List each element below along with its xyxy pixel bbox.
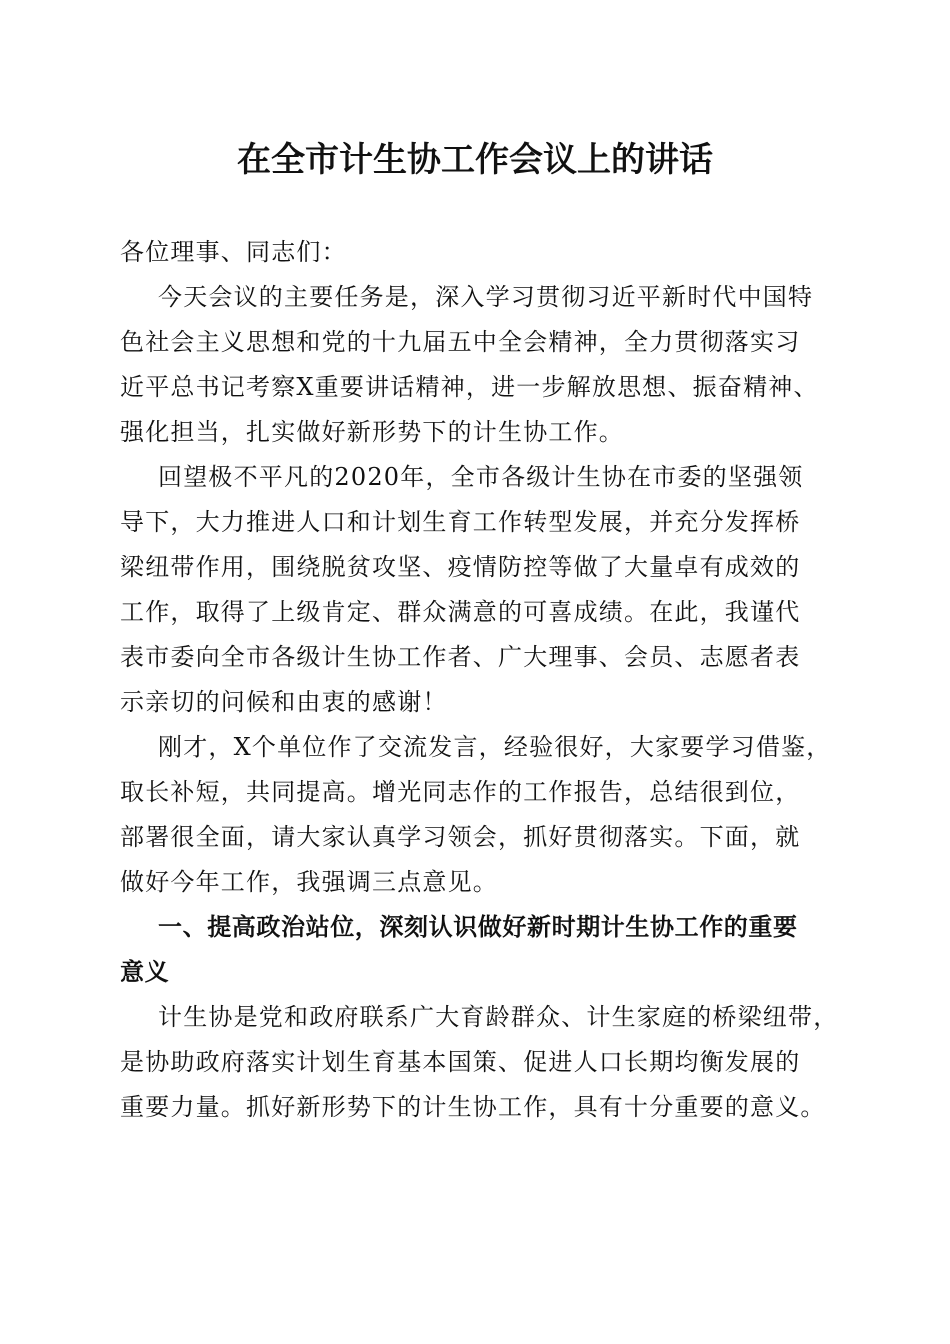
paragraph-line: 导下，大力推进人口和计划生育工作转型发展，并充分发挥桥 xyxy=(120,508,801,536)
paragraph-line: 表市委向全市各级计生协工作者、广大理事、会员、志愿者表 xyxy=(120,643,801,671)
paragraph-line: 色社会主义思想和党的十九届五中全会精神，全力贯彻落实习 xyxy=(120,328,801,356)
paragraph-line: 今天会议的主要任务是，深入学习贯彻习近平新时代中国特 xyxy=(158,283,814,311)
paragraph-remarks xyxy=(120,725,842,905)
paragraph-opening xyxy=(120,275,842,455)
paragraph-line: 强化担当，扎实做好新形势下的计生协工作。 xyxy=(120,418,624,446)
paragraph-line: 工作，取得了上级肯定、群众满意的可喜成绩。在此，我谨代 xyxy=(120,598,801,626)
document-body xyxy=(120,230,842,1130)
section-heading-line: 一、提高政治站位，深刻认识做好新时期计生协工作的重要 xyxy=(158,913,798,941)
section-heading-line: 意义 xyxy=(120,958,170,986)
paragraph-line: 近平总书记考察X重要讲话精神，进一步解放思想、振奋精神、 xyxy=(120,373,819,401)
greeting: 各位理事、同志们： xyxy=(120,238,347,266)
section-heading xyxy=(120,905,842,995)
paragraph-line: 重要力量。抓好新形势下的计生协工作，具有十分重要的意义。 xyxy=(120,1093,826,1121)
paragraph-line: 计生协是党和政府联系广大育龄群众、计生家庭的桥梁纽带， xyxy=(158,1003,839,1031)
paragraph-line: 做好今年工作，我强调三点意见。 xyxy=(120,868,498,896)
paragraph-line: 回望极不平凡的2020年，全市各级计生协在市委的坚强领 xyxy=(158,463,804,491)
document-title: 在全市计生协工作会议上的讲话 xyxy=(237,140,713,180)
paragraph-line: 示亲切的问候和由衷的感谢！ xyxy=(120,688,448,716)
paragraph-line: 取长补短，共同提高。增光同志作的工作报告，总结很到位， xyxy=(120,778,801,806)
paragraph-line: 刚才，X个单位作了交流发言，经验很好，大家要学习借鉴， xyxy=(158,733,832,761)
paragraph-significance xyxy=(120,995,842,1130)
paragraph-line: 梁纽带作用，围绕脱贫攻坚、疫情防控等做了大量卓有成效的 xyxy=(120,553,801,581)
paragraph-review xyxy=(120,455,842,725)
paragraph-line: 是协助政府落实计划生育基本国策、促进人口长期均衡发展的 xyxy=(120,1048,801,1076)
paragraph-line: 部署很全面，请大家认真学习领会，抓好贯彻落实。下面，就 xyxy=(120,823,801,851)
